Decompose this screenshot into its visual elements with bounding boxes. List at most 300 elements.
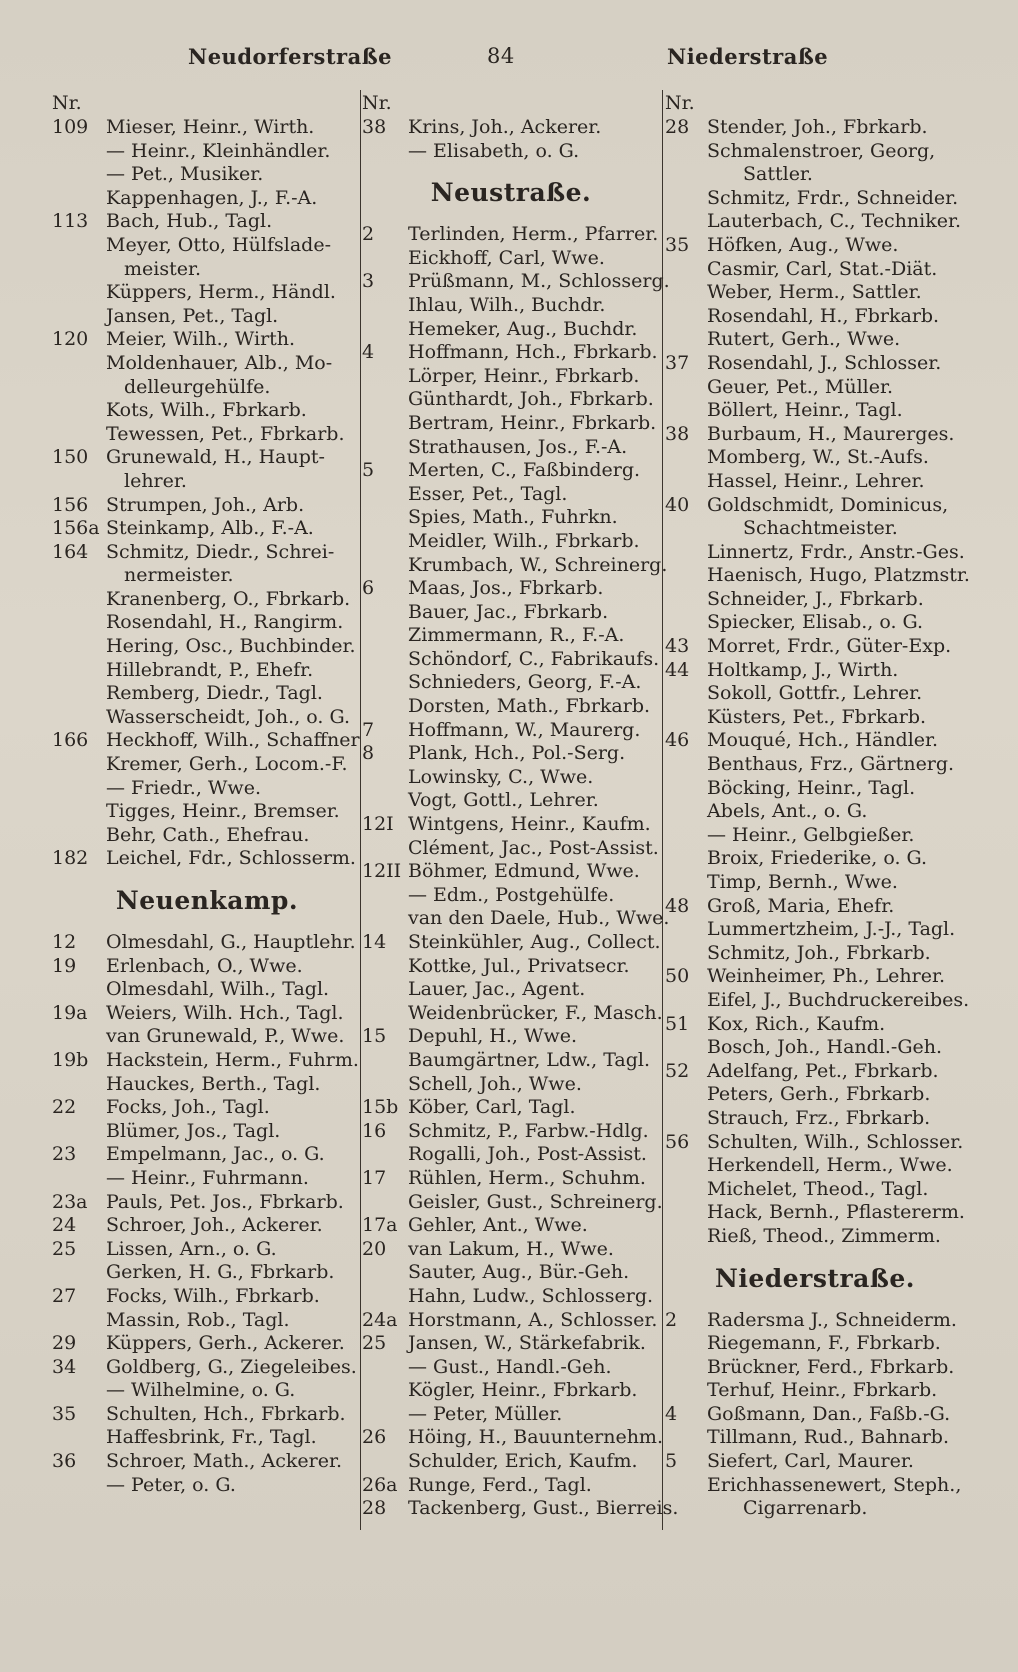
house-number: 51 (665, 1012, 690, 1035)
directory-entry (52, 1096, 362, 1120)
resident-text: — Pet., Musiker. (106, 163, 264, 186)
directory-entry (362, 1096, 660, 1120)
resident-text: Dorsten, Math., Fbrkarb. (408, 695, 651, 718)
directory-entry (362, 1426, 663, 1450)
directory-entry (362, 1238, 660, 1262)
resident-text: Kots, Wilh., Fbrkarb. (106, 399, 307, 422)
directory-entry (665, 895, 965, 919)
house-number: 156 (52, 493, 89, 516)
directory-entry (362, 648, 660, 672)
column-number-header (362, 92, 660, 116)
directory-entry (52, 494, 362, 518)
directory-entry (362, 978, 660, 1002)
resident-text: Strumpen, Joh., Arb. (106, 493, 305, 516)
house-number: 6 (362, 577, 375, 600)
house-number: 23 (52, 1143, 77, 1166)
directory-entry (665, 470, 965, 494)
directory-entry (52, 376, 362, 400)
directory-entry (665, 1060, 965, 1084)
directory-entry (362, 412, 660, 436)
directory-entry (52, 1120, 362, 1144)
directory-entry (52, 281, 362, 305)
column-number-header (52, 92, 362, 116)
resident-text: Goldberg, G., Ziegeleibes. (106, 1355, 357, 1378)
resident-text: Bosch, Joh., Handl.-Geh. (707, 1036, 943, 1059)
house-number: 26 (362, 1426, 387, 1449)
resident-text: Jansen, Pet., Tagl. (106, 304, 279, 327)
directory-entry (665, 682, 965, 706)
resident-text: Siefert, Carl, Maurer. (707, 1450, 914, 1473)
resident-text: — Heinr., Kleinhändler. (106, 139, 331, 162)
resident-text: Baumgärtner, Ldw., Tagl. (408, 1048, 651, 1071)
directory-entry (52, 470, 362, 494)
directory-entry (362, 789, 660, 813)
resident-text: nermeister. (124, 564, 234, 587)
directory-entry (665, 588, 965, 612)
house-number: 19a (52, 1001, 88, 1024)
house-number: 5 (665, 1450, 678, 1473)
resident-text: Haenisch, Hugo, Platzmstr. (707, 564, 970, 587)
directory-entry (52, 1238, 362, 1262)
house-number: 34 (52, 1355, 77, 1378)
resident-text: Strauch, Frz., Fbrkarb. (707, 1106, 931, 1129)
directory-entry (665, 210, 965, 234)
resident-text: Rühlen, Herm., Schuhm. (408, 1166, 646, 1189)
house-number: 7 (362, 718, 375, 741)
resident-text: Terhuf, Heinr., Fbrkarb. (707, 1379, 938, 1402)
directory-entry (665, 1379, 965, 1403)
resident-text: Schulten, Wilh., Schlosser. (707, 1130, 964, 1153)
house-number: 24 (52, 1214, 77, 1237)
directory-entry (665, 1497, 965, 1521)
house-number: 28 (362, 1497, 387, 1520)
directory-entry (52, 399, 362, 423)
resident-text: Empelmann, Jac., o. G. (106, 1143, 325, 1166)
resident-text: Benthaus, Frz., Gärtnerg. (707, 753, 955, 776)
house-number: 166 (52, 729, 89, 752)
house-number: 113 (52, 210, 89, 233)
resident-text: Terlinden, Herm., Pfarrer. (408, 223, 659, 246)
resident-text: Spiecker, Elisab., o. G. (707, 611, 924, 634)
house-number: 12I (362, 813, 394, 836)
directory-entry (362, 601, 660, 625)
right-running-title: Niederstraße (667, 44, 829, 69)
house-number: 156a (52, 517, 100, 540)
house-number: 50 (665, 965, 690, 988)
directory-entry (665, 1426, 965, 1450)
directory-entry (362, 1332, 660, 1356)
resident-text: Erichhassenewert, Steph., (707, 1473, 962, 1496)
directory-entry (52, 1426, 362, 1450)
resident-text: — Heinr., Fuhrmann. (106, 1166, 309, 1189)
directory-entry (52, 729, 362, 753)
directory-entry (665, 1178, 965, 1202)
resident-text: Haffesbrink, Fr., Tagl. (106, 1426, 317, 1449)
resident-text: Lissen, Arn., o. G. (106, 1237, 277, 1260)
resident-text: Remberg, Diedr., Tagl. (106, 682, 323, 705)
house-number: 35 (665, 233, 690, 256)
house-number: 19b (52, 1048, 89, 1071)
directory-entry (52, 978, 362, 1002)
resident-text: Meidler, Wilh., Fbrkarb. (408, 529, 640, 552)
resident-text: Gerken, H. G., Fbrkarb. (106, 1261, 335, 1284)
resident-text: delleurgehülfe. (124, 375, 271, 398)
resident-text: Bach, Hub., Tagl. (106, 210, 273, 233)
directory-entry (52, 352, 362, 376)
number-header-label: Nr. (362, 92, 392, 114)
resident-text: — Friedr., Wwe. (106, 776, 261, 799)
directory-entry (362, 247, 660, 271)
house-number: 37 (665, 351, 690, 374)
resident-text: Weinheimer, Ph., Lehrer. (707, 965, 946, 988)
resident-text: Schmitz, Frdr., Schneider. (707, 186, 959, 209)
house-number: 29 (52, 1332, 77, 1355)
resident-text: Schneider, J., Fbrkarb. (707, 587, 924, 610)
directory-entry (52, 328, 362, 352)
directory-entry (665, 1131, 965, 1155)
directory-entry (362, 1143, 660, 1167)
resident-text: Rosendahl, H., Rangirm. (106, 611, 344, 634)
resident-text: Mieser, Heinr., Wirth. (106, 116, 315, 138)
resident-text: Moldenhauer, Alb., Mo- (106, 351, 333, 374)
house-number: 2 (665, 1308, 678, 1331)
resident-text: Tackenberg, Gust., Bierreis. (408, 1497, 679, 1520)
directory-entry (52, 800, 362, 824)
resident-text: Küppers, Herm., Händl. (106, 281, 336, 304)
house-number: 120 (52, 328, 89, 351)
resident-text: van den Daele, Hub., Wwe. (408, 907, 670, 930)
directory-entry (52, 931, 362, 955)
resident-text: Abels, Ant., o. G. (707, 800, 868, 823)
directory-entry (665, 140, 965, 164)
directory-entry (52, 564, 362, 588)
directory-entry (665, 965, 965, 989)
directory-entry (665, 234, 965, 258)
house-number: 150 (52, 446, 89, 469)
resident-text: Günthardt, Joh., Fbrkarb. (408, 388, 654, 411)
resident-text: Morret, Frdr., Güter-Exp. (707, 635, 952, 658)
house-number: 36 (52, 1450, 77, 1473)
resident-text: Lauterbach, C., Techniker. (707, 210, 961, 233)
directory-entry (52, 682, 362, 706)
resident-text: Kranenberg, O., Fbrkarb. (106, 587, 351, 610)
resident-text: van Lakum, H., Wwe. (408, 1237, 614, 1260)
directory-entry (52, 1450, 362, 1474)
house-number: 109 (52, 116, 89, 138)
directory-entry (362, 671, 660, 695)
directory-entry (52, 446, 362, 470)
resident-text: Hering, Osc., Buchbinder. (106, 635, 356, 658)
house-number: 164 (52, 540, 89, 563)
resident-text: Horstmann, A., Schlosser. (408, 1308, 658, 1331)
directory-entry (362, 294, 660, 318)
column-number-header (665, 92, 965, 116)
resident-text: — Edm., Postgehülfe. (408, 883, 615, 906)
directory-entry (52, 635, 362, 659)
house-number: 44 (665, 658, 690, 681)
resident-text: Kappenhagen, J., F.-A. (106, 186, 318, 209)
house-number: 182 (52, 847, 89, 870)
directory-entry (362, 1285, 660, 1309)
resident-text: — Heinr., Gelbgießer. (707, 823, 915, 846)
directory-entry (665, 871, 965, 895)
house-number: 17 (362, 1166, 387, 1189)
directory-entry (362, 223, 660, 247)
directory-entry (665, 541, 965, 565)
resident-text: Depuhl, H., Wwe. (408, 1025, 578, 1048)
resident-text: Küppers, Gerh., Ackerer. (106, 1332, 345, 1355)
resident-text: Schmitz, P., Farbw.-Hdlg. (408, 1119, 649, 1142)
house-number: 24a (362, 1308, 398, 1331)
resident-text: Heckhoff, Wilh., Schaffner (106, 729, 360, 752)
directory-entry (362, 813, 660, 837)
house-number: 20 (362, 1237, 387, 1260)
house-number: 4 (362, 341, 375, 364)
resident-text: Krumbach, W., Schreinerg. (408, 553, 668, 576)
directory-entry (665, 494, 965, 518)
directory-entry (362, 1073, 660, 1097)
resident-text: Schmalenstroer, Georg, (707, 139, 936, 162)
house-number: 14 (362, 931, 387, 953)
house-number: 16 (362, 1119, 387, 1142)
directory-entry (362, 1497, 679, 1521)
directory-entry (52, 1191, 362, 1215)
directory-entry (665, 1474, 965, 1498)
house-number: 48 (665, 894, 690, 917)
directory-entry (52, 1379, 362, 1403)
resident-text: Köber, Carl, Tagl. (408, 1096, 576, 1119)
directory-entry (362, 1403, 660, 1427)
resident-text: Bauer, Jac., Fbrkarb. (408, 600, 609, 623)
directory-entry (665, 753, 965, 777)
resident-text: Massin, Rob., Tagl. (106, 1308, 290, 1331)
resident-text: Höing, H., Bauunternehm. (408, 1426, 663, 1449)
directory-entry (665, 1083, 965, 1107)
resident-text: Momberg, W., St.-Aufs. (707, 446, 929, 469)
resident-text: Meyer, Otto, Hülfslade- (106, 233, 332, 256)
directory-entry (362, 931, 660, 955)
resident-text: Erlenbach, O., Wwe. (106, 954, 303, 977)
directory-entry (52, 1309, 362, 1333)
resident-text: Focks, Joh., Tagl. (106, 1096, 270, 1119)
house-number: 40 (665, 493, 690, 516)
directory-entry (665, 729, 965, 753)
directory-entry (665, 1356, 965, 1380)
number-header-label: Nr. (52, 92, 82, 114)
resident-text: Wintgens, Heinr., Kaufm. (408, 813, 651, 836)
directory-entry (362, 884, 660, 908)
directory-entry (665, 281, 965, 305)
resident-text: Weidenbrücker, F., Masch. (408, 1001, 663, 1024)
resident-text: Hauckes, Berth., Tagl. (106, 1072, 321, 1095)
resident-text: Schnieders, Georg, F.-A. (408, 671, 642, 694)
resident-text: Riegemann, F., Fbrkarb. (707, 1332, 941, 1355)
directory-entry (52, 1332, 362, 1356)
resident-text: Adelfang, Pet., Fbrkarb. (707, 1059, 939, 1082)
resident-text: Behr, Cath., Ehefrau. (106, 823, 310, 846)
page-header (0, 44, 1018, 78)
resident-text: lehrer. (124, 469, 187, 492)
resident-text: Peters, Gerh., Fbrkarb. (707, 1083, 931, 1106)
directory-entry (52, 210, 362, 234)
directory-entry (665, 116, 965, 140)
resident-text: meister. (124, 257, 202, 280)
directory-entry (52, 234, 362, 258)
directory-entry (665, 446, 965, 470)
resident-text: Krins, Joh., Ackerer. (408, 116, 602, 138)
resident-text: Zimmermann, R., F.-A. (408, 624, 625, 647)
resident-text: Plank, Hch., Pol.-Serg. (408, 742, 626, 765)
directory-entry (362, 1190, 663, 1215)
directory-entry (362, 624, 660, 648)
house-number: 12 (52, 931, 77, 953)
resident-text: Böcking, Heinr., Tagl. (707, 776, 916, 799)
directory-entry (665, 187, 965, 211)
street-heading: Neustraße. (430, 178, 592, 208)
house-number: 12II (362, 860, 402, 883)
resident-text: Goldschmidt, Dominicus, (707, 493, 949, 516)
resident-text: Schell, Joh., Wwe. (408, 1072, 582, 1095)
directory-entry (362, 116, 660, 140)
directory-entry (665, 635, 965, 659)
directory-entry (665, 1013, 965, 1037)
resident-text: Rutert, Gerh., Wwe. (707, 328, 901, 351)
house-number: 35 (52, 1402, 77, 1425)
directory-entry (52, 187, 362, 211)
house-number: 23a (52, 1190, 88, 1213)
resident-text: Sokoll, Gottfr., Lehrer. (707, 682, 923, 705)
directory-entry (665, 706, 965, 730)
directory-entry (362, 318, 660, 342)
directory-entry (52, 706, 362, 730)
resident-text: Hassel, Heinr., Lehrer. (707, 469, 925, 492)
house-number: 52 (665, 1059, 690, 1082)
resident-text: Kox, Rich., Kaufm. (707, 1012, 886, 1035)
directory-entry (665, 1332, 965, 1356)
directory-entry (362, 506, 660, 530)
directory-entry (665, 942, 965, 966)
directory-entry (52, 1474, 362, 1498)
resident-text: Mouqué, Hch., Händler. (707, 729, 939, 752)
directory-entry (362, 1450, 660, 1474)
directory-entry (362, 742, 660, 766)
house-number: 15 (362, 1025, 387, 1048)
directory-entry (362, 436, 660, 460)
house-number: 8 (362, 742, 375, 765)
house-number: 5 (362, 459, 375, 482)
resident-text: Hack, Bernh., Pflastererm. (707, 1201, 965, 1224)
resident-text: Küsters, Pet., Fbrkarb. (707, 705, 927, 728)
directory-entry (362, 270, 670, 294)
directory-entry (362, 1025, 660, 1049)
directory-entry (52, 847, 362, 871)
resident-text: Hillebrandt, P., Ehefr. (106, 658, 314, 681)
column-divider (662, 90, 663, 1530)
resident-text: van Grunewald, P., Wwe. (106, 1025, 345, 1048)
directory-entry (665, 258, 965, 282)
resident-text: Radersma J., Schneiderm. (707, 1308, 957, 1331)
directory-entry (362, 140, 660, 164)
resident-text: Vogt, Gottl., Lehrer. (408, 789, 599, 812)
directory-entry (52, 305, 362, 329)
directory-entry (52, 423, 362, 447)
resident-text: Broix, Friederike, o. G. (707, 847, 928, 870)
directory-entry (52, 1403, 362, 1427)
resident-text: Casmir, Carl, Stat.-Diät. (707, 257, 938, 280)
resident-text: Rosendahl, J., Schlosser. (707, 351, 942, 374)
resident-text: Kögler, Heinr., Fbrkarb. (408, 1379, 638, 1402)
resident-text: Rosendahl, H., Fbrkarb. (707, 304, 940, 327)
directory-entry (52, 1356, 362, 1380)
left-running-title: Neudorferstraße (188, 44, 393, 69)
directory-entry (362, 860, 660, 884)
directory-entry (665, 988, 970, 1013)
directory-entry (362, 955, 660, 979)
directory-column-1 (52, 92, 362, 1497)
resident-text: Lummertzheim, J.-J., Tagl. (707, 918, 956, 941)
resident-text: Leichel, Fdr., Schlosserm. (106, 847, 356, 870)
directory-entry (52, 1073, 362, 1097)
resident-text: Herkendell, Herm., Wwe. (707, 1154, 953, 1177)
resident-text: Timp, Bernh., Wwe. (707, 871, 898, 893)
resident-text: Schmitz, Joh., Fbrkarb. (707, 941, 931, 964)
resident-text: Focks, Wilh., Fbrkarb. (106, 1284, 320, 1307)
resident-text: Weiers, Wilh. Hch., Tagl. (106, 1001, 344, 1024)
directory-entry (362, 365, 660, 389)
directory-entry (665, 1154, 965, 1178)
house-number: 56 (665, 1130, 690, 1153)
resident-text: Pauls, Pet. Jos., Fbrkarb. (106, 1190, 344, 1213)
directory-entry (362, 341, 660, 365)
directory-entry (52, 163, 362, 187)
resident-text: Rieß, Theod., Zimmerm. (707, 1224, 941, 1247)
resident-text: Ihlau, Wilh., Buchdr. (408, 293, 606, 316)
directory-entry (52, 140, 362, 164)
directory-entry (362, 1474, 660, 1498)
directory-entry (665, 1225, 965, 1249)
resident-text: Burbaum, H., Maurerges. (707, 422, 955, 445)
house-number: 38 (362, 116, 387, 138)
directory-entry (665, 376, 965, 400)
resident-text: Tillmann, Rud., Bahnarb. (707, 1426, 949, 1449)
directory-entry (52, 777, 362, 801)
directory-entry (362, 483, 660, 507)
directory-entry (362, 1120, 660, 1144)
directory-entry (52, 1025, 362, 1049)
directory-entry (665, 611, 965, 635)
directory-entry (52, 824, 362, 848)
directory-entry (665, 352, 965, 376)
directory-entry (362, 1309, 660, 1333)
directory-entry (665, 777, 965, 801)
directory-entry (362, 388, 660, 412)
directory-entry (665, 399, 965, 423)
directory-entry (665, 1201, 965, 1225)
resident-text: Eifel, J., Buchdruckereibes. (707, 988, 970, 1011)
directory-entry (665, 659, 965, 683)
resident-text: Lörper, Heinr., Fbrkarb. (408, 364, 640, 387)
directory-entry (665, 1036, 965, 1060)
resident-text: Strathausen, Jos., F.-A. (408, 435, 628, 458)
directory-entry (362, 907, 670, 931)
resident-text: Prüßmann, M., Schlosserg. (408, 270, 670, 293)
street-heading: Niederstraße. (715, 1263, 915, 1293)
resident-text: Hoffmann, Hch., Fbrkarb. (408, 341, 658, 364)
resident-text: Holtkamp, J., Wirth. (707, 658, 899, 681)
resident-text: Groß, Maria, Ehefr. (707, 894, 895, 917)
resident-text: Tigges, Heinr., Bremser. (106, 800, 340, 823)
directory-entry (362, 1261, 660, 1285)
